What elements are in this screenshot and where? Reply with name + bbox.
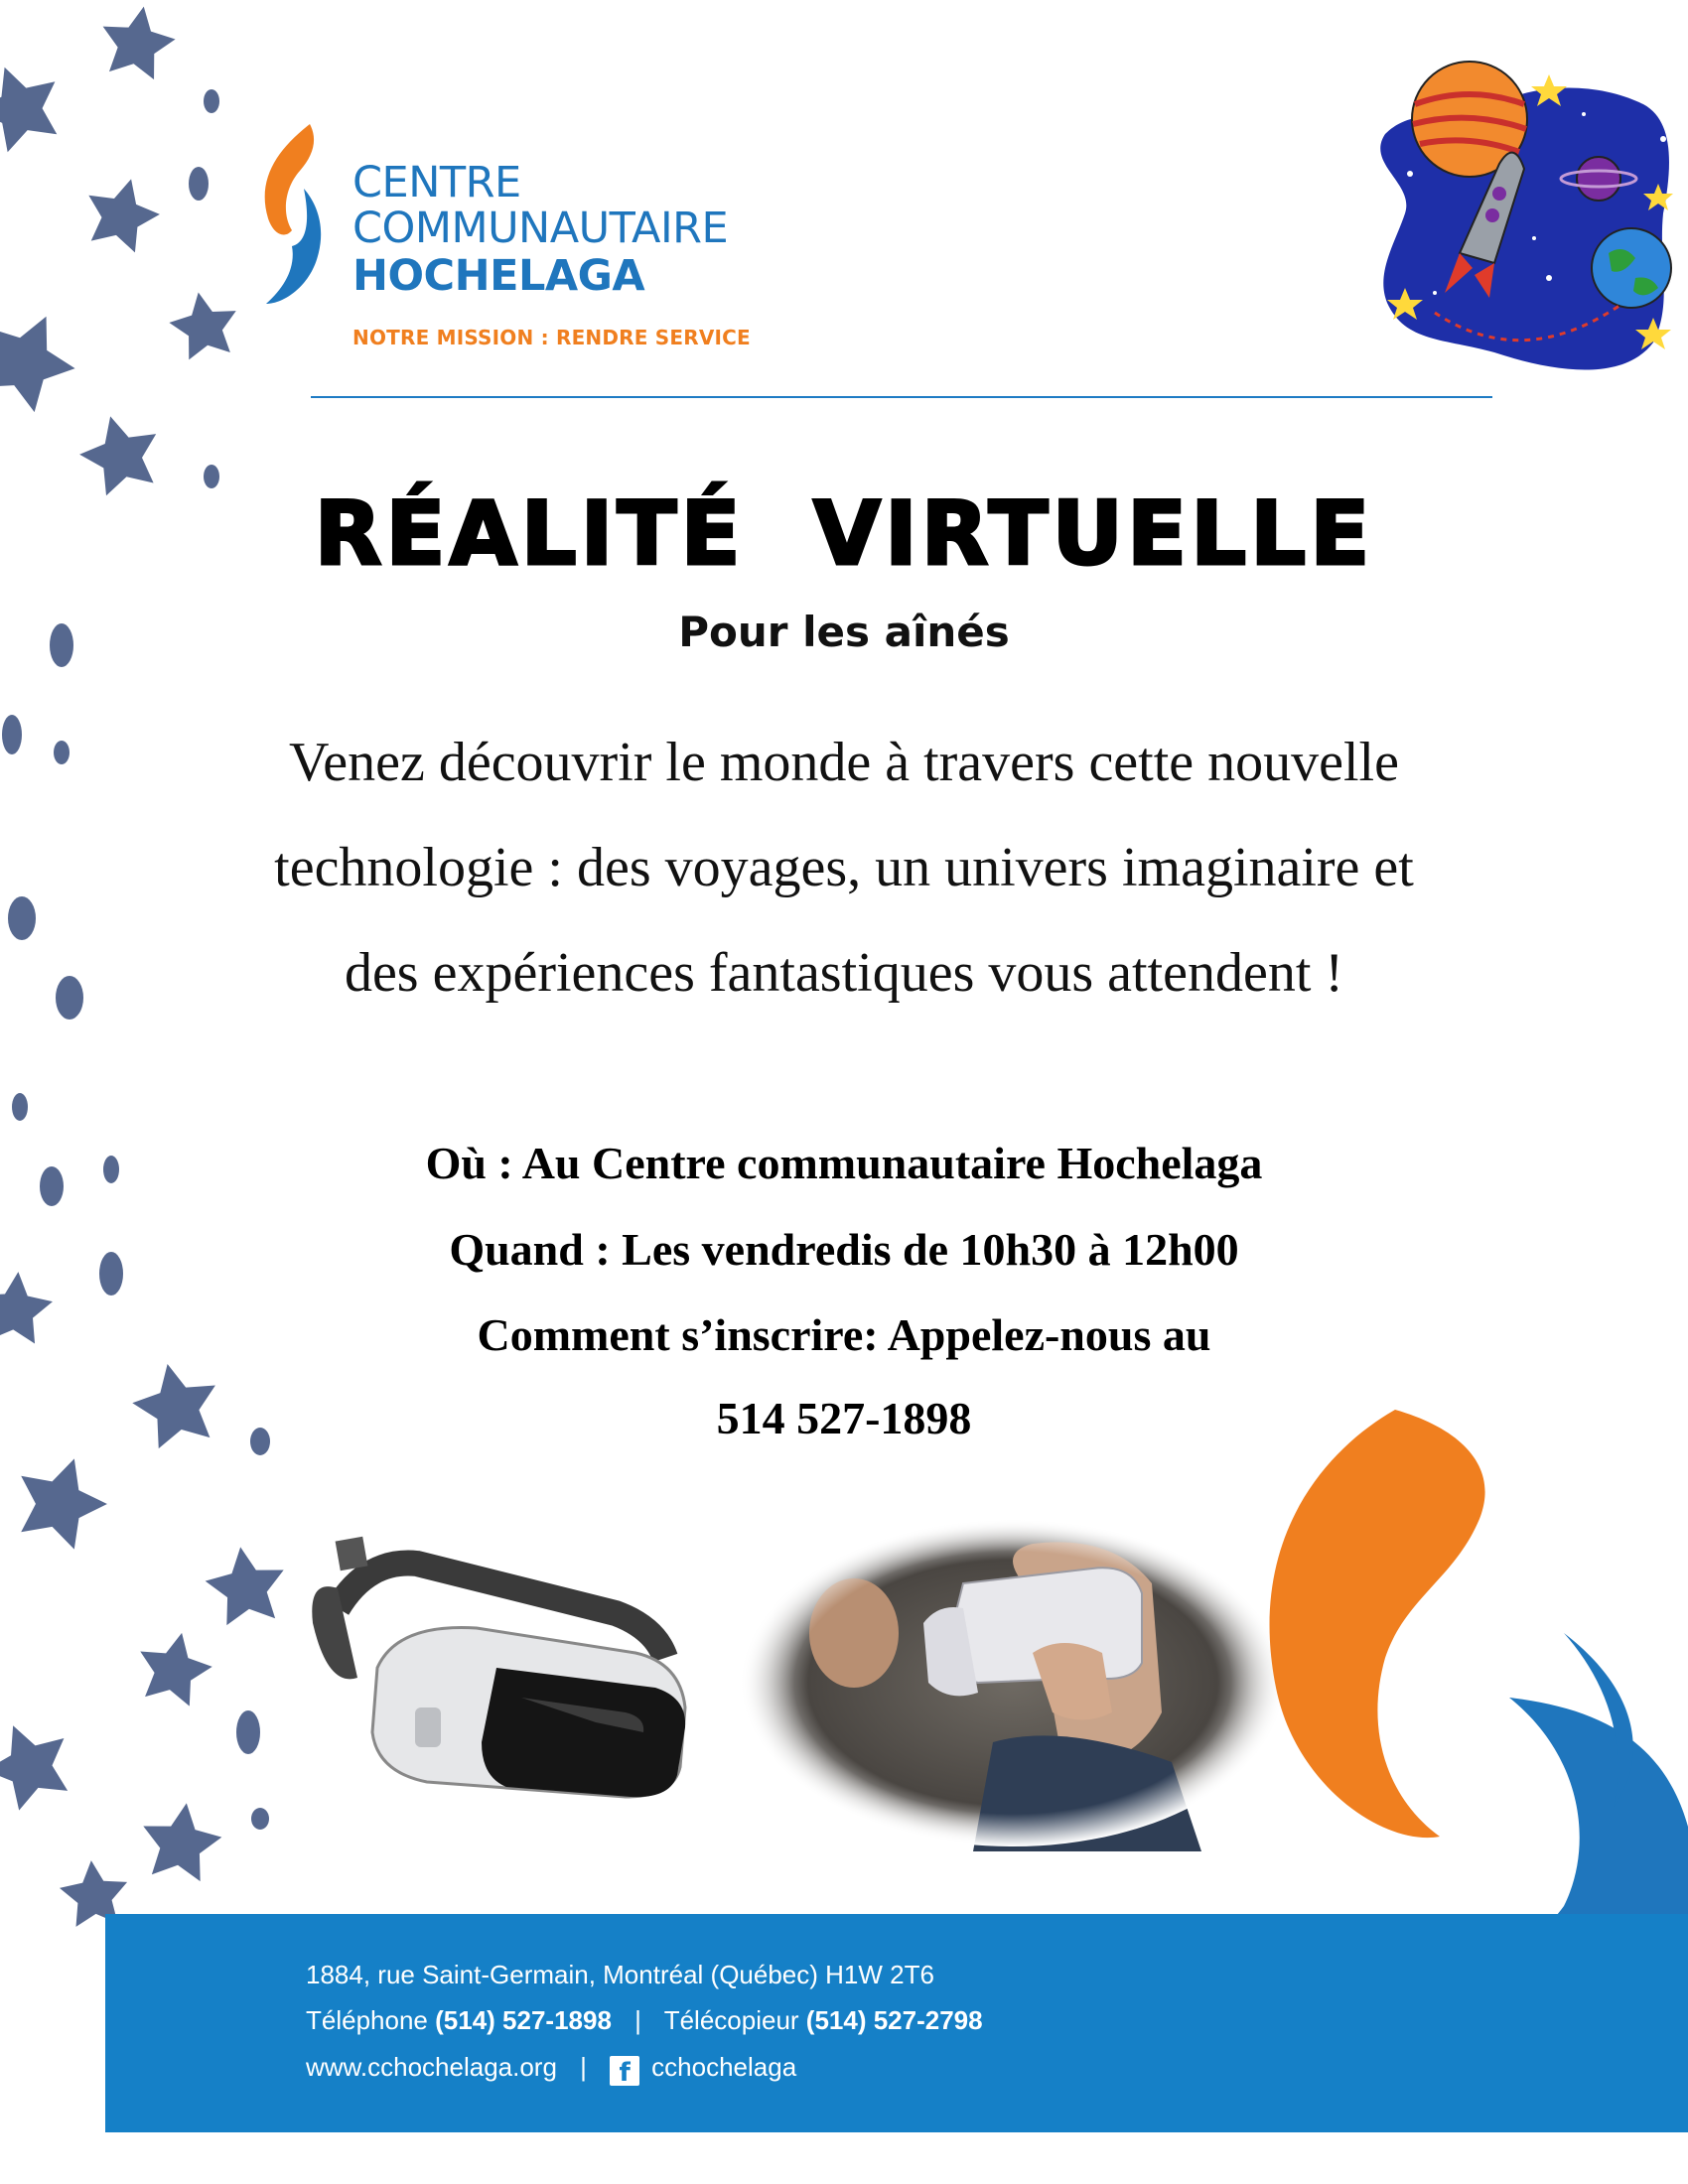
fax-value: (514) 527-2798: [805, 2005, 983, 2035]
page-title: RÉALITÉ VIRTUELLE: [314, 482, 1374, 585]
description-text: Venez découvrir le monde à travers cette nouvelle technologie : des voyages, un univers imaginaire et des expériences fantastiques vous attendent !: [274, 732, 1414, 1004]
logo-line-centre: CENTRE: [352, 158, 521, 207]
star-icon: [202, 1542, 291, 1627]
star-icon: [77, 170, 167, 256]
footer-separator: |: [580, 2052, 587, 2082]
registration-info: Comment s’inscrire: Appelez-nous au: [477, 1309, 1211, 1360]
facebook-link[interactable]: cchochelaga: [651, 2052, 797, 2082]
vr-headset-image: [298, 1519, 715, 1807]
website-link[interactable]: www.cchochelaga.org: [306, 2052, 557, 2082]
phone-label: Téléphone: [306, 2005, 428, 2035]
location-info: Où : Au Centre communautaire Hochelaga: [425, 1138, 1263, 1188]
senior-vr-photo: [735, 1514, 1291, 1851]
footer-web-line: [306, 2052, 796, 2086]
star-icon: [5, 1444, 118, 1555]
star-icon: [137, 1798, 226, 1883]
star-icon: [131, 1625, 217, 1708]
star-icon: [0, 296, 89, 420]
facebook-icon[interactable]: f: [610, 2056, 639, 2086]
decorative-flame: [1266, 1410, 1688, 1946]
registration-phone: 514 527-1898: [716, 1393, 972, 1443]
page-subtitle: Pour les aînés: [678, 608, 1010, 656]
logo-line-communautaire: COMMUNAUTAIRE: [352, 204, 729, 253]
logo-line-hochelaga: HOCHELAGA: [352, 251, 645, 301]
header-divider: [311, 396, 1492, 398]
star-icon: [165, 287, 243, 362]
flame-logo-icon: [248, 119, 338, 308]
fax-label: Télécopieur: [663, 2005, 799, 2035]
footer-phone-line: [306, 2005, 983, 2036]
footer-contact-bar: [105, 1914, 1688, 2132]
space-illustration: [1375, 45, 1673, 382]
planet-icon: [1592, 228, 1671, 308]
footer-separator: |: [634, 2005, 641, 2035]
star-icon: [0, 1709, 82, 1817]
logo-tagline: NOTRE MISSION : RENDRE SERVICE: [352, 326, 751, 349]
phone-value: (514) 527-1898: [435, 2005, 612, 2035]
schedule-info: Quand : Les vendredis de 10h30 à 12h00: [449, 1224, 1239, 1275]
star-icon: [0, 53, 72, 158]
organization-logo: [238, 109, 755, 367]
star-icon: [95, 0, 180, 81]
footer-address: 1884, rue Saint-Germain, Montréal (Québec) H1W 2T6: [306, 1960, 934, 1989]
